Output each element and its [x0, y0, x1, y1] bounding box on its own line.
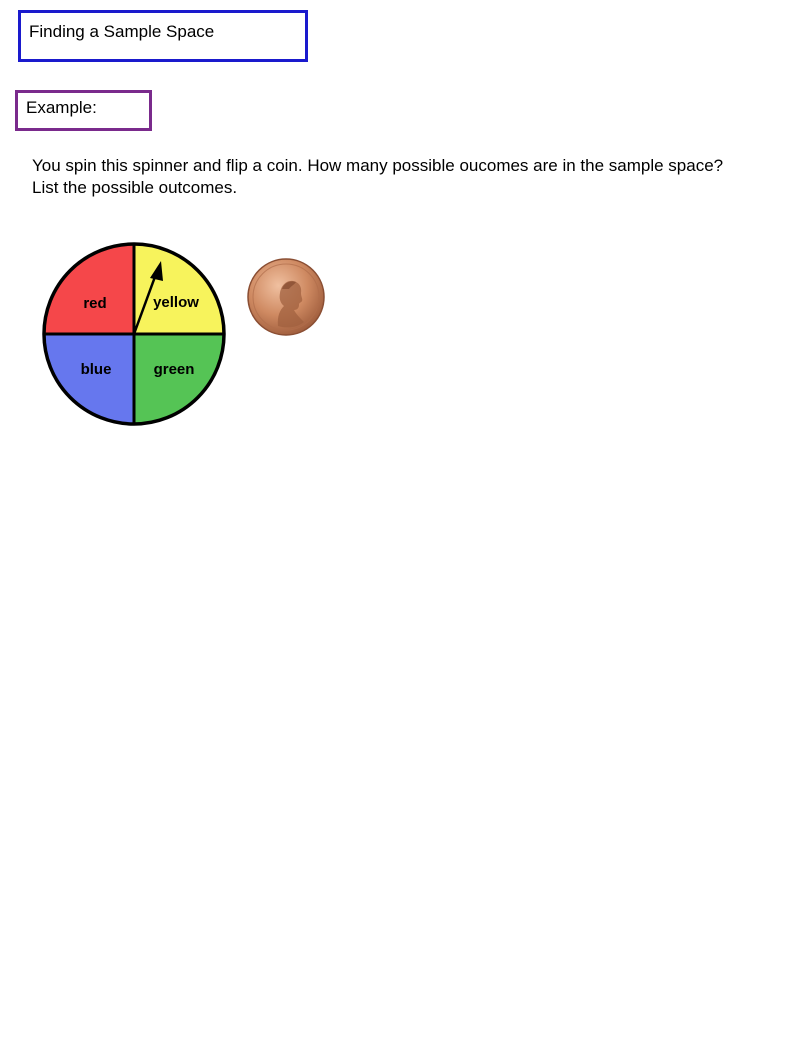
example-label: Example:	[26, 98, 97, 117]
spinner-label-yellow: yellow	[153, 294, 199, 311]
page-title: Finding a Sample Space	[29, 22, 215, 41]
spinner-image	[36, 236, 232, 432]
problem-line-2: List the possible outcomes.	[32, 178, 238, 197]
penny-icon	[244, 256, 328, 338]
spinner-label-blue: blue	[80, 361, 112, 378]
example-box	[15, 90, 152, 131]
title-box	[18, 10, 308, 62]
spinner-label-green: green	[153, 361, 195, 378]
problem-statement	[32, 155, 792, 199]
problem-line-1: You spin this spinner and flip a coin. How many possible oucomes are in the sample space?	[32, 156, 724, 175]
spinner-label-red: red	[83, 295, 107, 312]
